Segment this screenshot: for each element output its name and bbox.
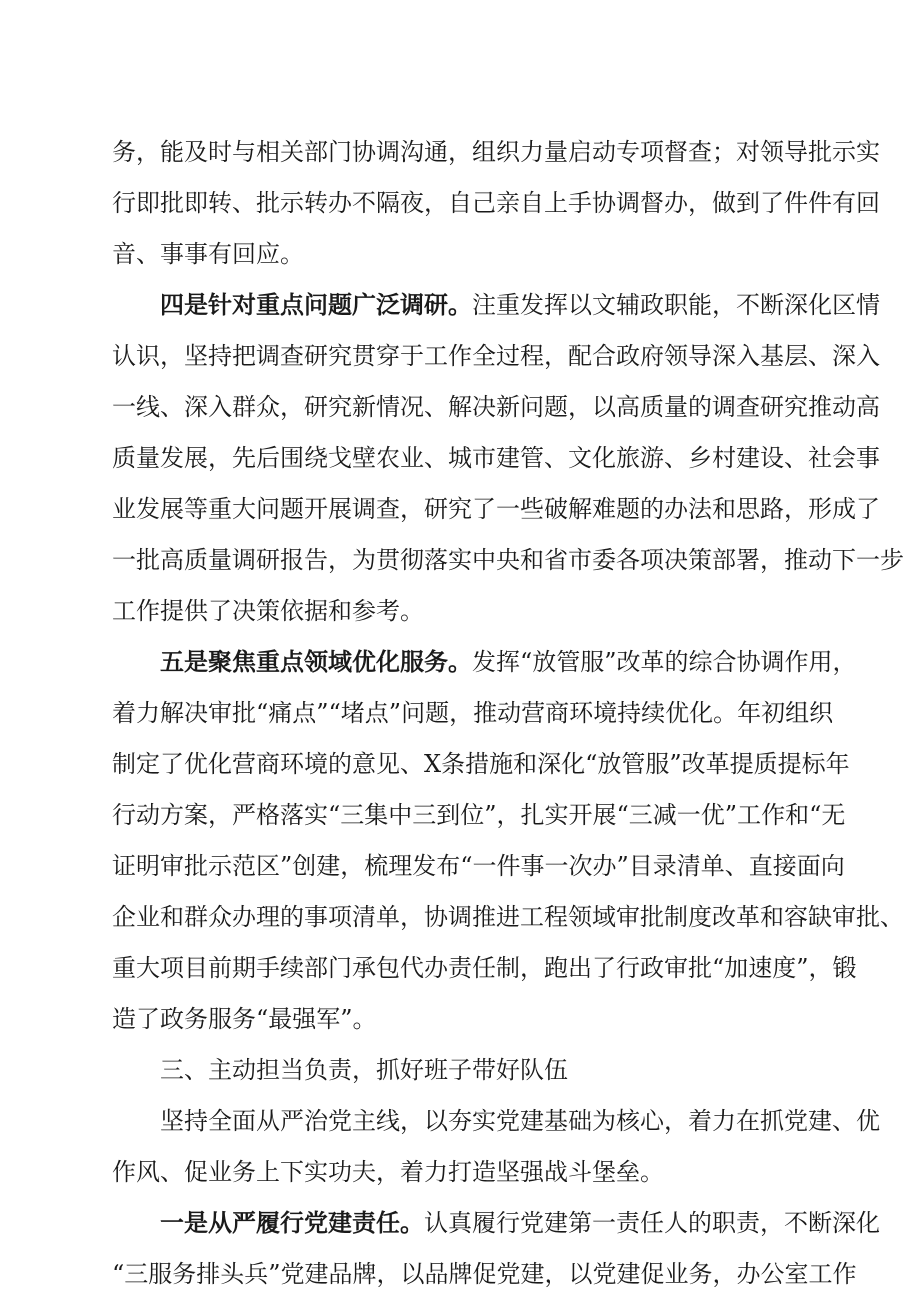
paragraph-line: “三服务排头兵”党建品牌，以品牌促党建，以党建促业务，办公室工作 (112, 1260, 857, 1288)
paragraph-line: 工作提供了决策依据和参考。 (112, 597, 424, 625)
paragraph-line: 坚持全面从严治党主线，以夯实党建基础为核心，着力在抓党建、优 (160, 1107, 880, 1135)
paragraph-first-line (160, 1203, 880, 1243)
paragraph-line: 音、事事有回应。 (112, 240, 304, 268)
section-title: 三、主动担当负责，抓好班子带好队伍 (160, 1056, 568, 1084)
paragraph-line: 证明审批示范区”创建，梳理发布“一件事一次办”目录清单、直接面向 (112, 852, 845, 880)
paragraph-text: 注重发挥以文辅政职能，不断深化区情 (472, 291, 880, 319)
paragraph-line: 行即批即转、批示转办不隔夜，自己亲自上手协调督办，做到了件件有回 (112, 189, 880, 217)
paragraph-line: 造了政务服务“最强军”。 (112, 1005, 377, 1033)
paragraph-first-line (160, 285, 880, 325)
paragraph-line: 着力解决审批“痛点”“堵点”问题，推动营商环境持续优化。年初组织 (112, 699, 834, 727)
paragraph-text: 认真履行党建第一责任人的职责，不断深化 (424, 1209, 880, 1237)
paragraph-line: 重大项目前期手续部门承包代办责任制，跑出了行政审批“加速度”，锻 (112, 954, 857, 982)
paragraph-line: 质量发展，先后围绕戈壁农业、城市建管、文化旅游、乡村建设、社会事 (112, 444, 880, 472)
paragraph-line: 认识，坚持把调查研究贯穿于工作全过程，配合政府领导深入基层、深入 (112, 342, 880, 370)
paragraph-line: 一线、深入群众，研究新情况、解决新问题，以高质量的调查研究推动高 (112, 393, 880, 421)
paragraph-line: 务，能及时与相关部门协调沟通，组织力量启动专项督查；对领导批示实 (112, 138, 880, 166)
paragraph-line: 一批高质量调研报告，为贯彻落实中央和省市委各项决策部署，推动下一步 (112, 546, 904, 574)
paragraph-line: 企业和群众办理的事项清单，协调推进工程领域审批制度改革和容缺审批、 (112, 903, 904, 931)
paragraph-line: 作风、促业务上下实功夫，着力打造坚强战斗堡垒。 (112, 1158, 664, 1186)
paragraph-line: 制定了优化营商环境的意见、X条措施和深化“放管服”改革提质提标年 (112, 750, 850, 778)
paragraph-first-line (160, 642, 857, 682)
paragraph-line: 业发展等重大问题开展调查，研究了一些破解难题的办法和思路，形成了 (112, 495, 880, 523)
paragraph-text: 发挥“放管服”改革的综合协调作用， (472, 648, 857, 676)
paragraph-heading: 四是针对重点问题广泛调研。 (160, 291, 472, 319)
paragraph-heading: 一是从严履行党建责任。 (160, 1209, 424, 1237)
paragraph-heading: 五是聚焦重点领域优化服务。 (160, 648, 472, 676)
paragraph-line: 行动方案，严格落实“三集中三到位”，扎实开展“三减一优”工作和“无 (112, 801, 846, 829)
